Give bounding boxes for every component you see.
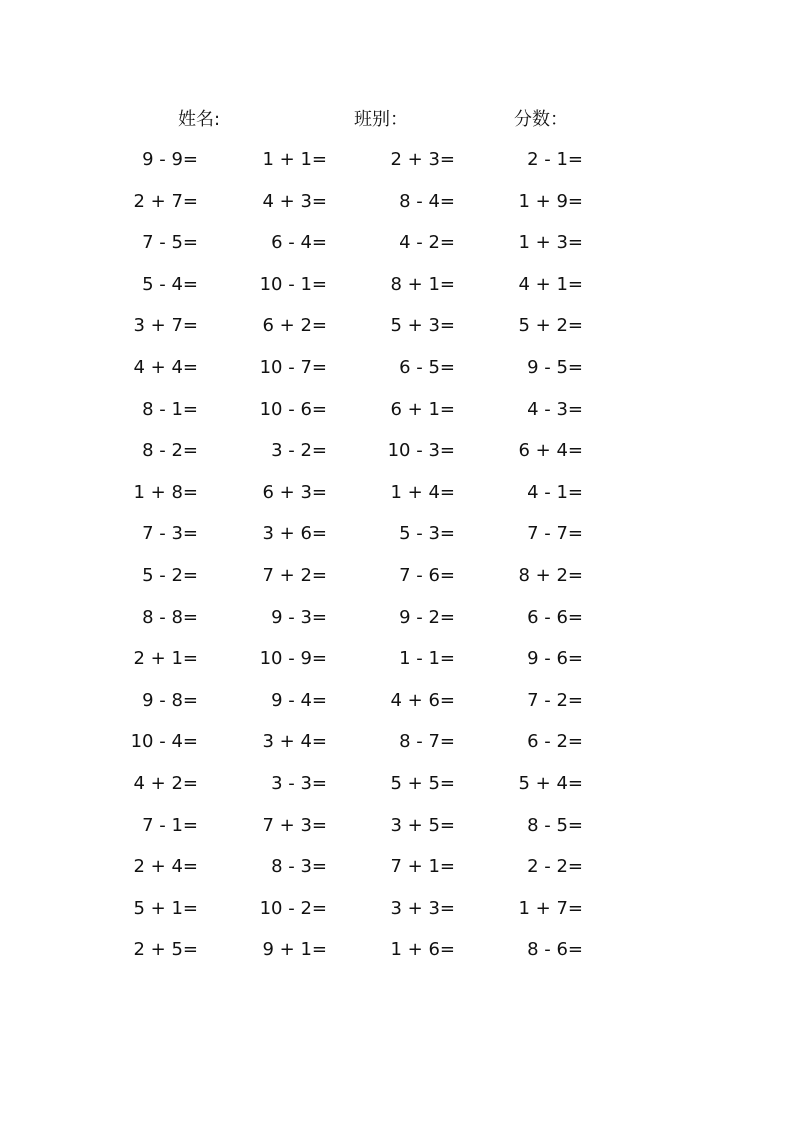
math-problem: 9 - 8=	[142, 689, 198, 711]
math-problem: 10 - 3=	[387, 440, 455, 462]
math-problem: 5 + 1=	[133, 897, 198, 919]
math-problem: 1 + 4=	[390, 481, 455, 503]
math-problem: 8 + 2=	[518, 564, 583, 586]
math-problem: 10 - 2=	[259, 897, 327, 919]
problem-row	[0, 728, 794, 770]
math-problem: 3 - 3=	[271, 772, 327, 794]
math-problem: 5 + 2=	[518, 315, 583, 337]
math-problem: 4 - 2=	[399, 232, 455, 254]
math-problem: 10 - 4=	[130, 731, 198, 753]
math-problem: 4 + 2=	[133, 772, 198, 794]
math-problem: 1 + 3=	[518, 232, 583, 254]
math-problem: 5 + 3=	[390, 315, 455, 337]
math-problem: 7 - 5=	[142, 232, 198, 254]
math-problem: 2 - 2=	[527, 856, 583, 878]
math-problem: 1 + 8=	[133, 481, 198, 503]
problem-row	[0, 229, 794, 271]
math-problem: 9 - 2=	[399, 606, 455, 628]
math-problem: 8 - 5=	[527, 814, 583, 836]
math-problem: 4 + 1=	[518, 273, 583, 295]
math-problem: 9 - 3=	[271, 606, 327, 628]
problem-row	[0, 146, 794, 188]
problem-row	[0, 520, 794, 562]
math-problem: 8 - 6=	[527, 939, 583, 961]
problem-row	[0, 687, 794, 729]
math-problem: 3 + 4=	[262, 731, 327, 753]
math-problem: 4 - 3=	[527, 398, 583, 420]
math-problem: 8 - 8=	[142, 606, 198, 628]
problem-row	[0, 437, 794, 479]
math-problem: 6 + 2=	[262, 315, 327, 337]
math-problem: 2 + 4=	[133, 856, 198, 878]
problem-row	[0, 271, 794, 313]
math-problem: 6 + 1=	[390, 398, 455, 420]
math-problem: 3 + 7=	[133, 315, 198, 337]
math-problem: 5 - 4=	[142, 273, 198, 295]
math-problem: 5 + 5=	[390, 772, 455, 794]
math-problem: 7 - 7=	[527, 523, 583, 545]
math-problem: 4 + 4=	[133, 356, 198, 378]
problem-row	[0, 604, 794, 646]
math-problem: 2 + 3=	[390, 149, 455, 170]
math-problem: 9 - 9=	[142, 149, 198, 170]
math-problem: 2 + 5=	[133, 939, 198, 961]
math-problem: 2 + 7=	[133, 190, 198, 212]
problem-row	[0, 812, 794, 854]
math-problem: 7 - 1=	[142, 814, 198, 836]
problem-row	[0, 645, 794, 687]
math-problem: 1 + 9=	[518, 190, 583, 212]
math-problem: 3 + 5=	[390, 814, 455, 836]
math-problem: 8 - 1=	[142, 398, 198, 420]
math-problem: 6 + 4=	[518, 440, 583, 462]
math-problem: 1 - 1=	[399, 648, 455, 670]
math-problem: 9 + 1=	[262, 939, 327, 961]
math-problem: 7 + 3=	[262, 814, 327, 836]
problem-row	[0, 312, 794, 354]
math-problem: 2 - 1=	[527, 149, 583, 170]
name-label: 姓名:	[178, 109, 221, 130]
math-problem: 8 - 7=	[399, 731, 455, 753]
problem-row	[0, 770, 794, 812]
math-problem: 9 - 6=	[527, 648, 583, 670]
math-problem: 8 - 3=	[271, 856, 327, 878]
math-problem: 6 - 5=	[399, 356, 455, 378]
math-problem: 7 - 2=	[527, 689, 583, 711]
math-problem: 10 - 9=	[259, 648, 327, 670]
math-problem: 9 - 5=	[527, 356, 583, 378]
math-problem: 10 - 6=	[259, 398, 327, 420]
math-problem: 8 + 1=	[390, 273, 455, 295]
math-problem: 2 + 1=	[133, 648, 198, 670]
problem-row	[0, 354, 794, 396]
math-problem: 7 + 2=	[262, 564, 327, 586]
math-problem: 5 + 4=	[518, 772, 583, 794]
math-problem: 9 - 4=	[271, 689, 327, 711]
math-problem: 4 - 1=	[527, 481, 583, 503]
problem-grid	[0, 146, 794, 978]
math-problem: 4 + 6=	[390, 689, 455, 711]
math-problem: 6 - 4=	[271, 232, 327, 254]
math-problem: 6 - 6=	[527, 606, 583, 628]
problem-row	[0, 396, 794, 438]
math-problem: 6 + 3=	[262, 481, 327, 503]
problem-row	[0, 853, 794, 895]
math-problem: 8 - 4=	[399, 190, 455, 212]
math-problem: 1 + 7=	[518, 897, 583, 919]
math-problem: 10 - 7=	[259, 356, 327, 378]
math-problem: 4 + 3=	[262, 190, 327, 212]
problem-row	[0, 936, 794, 978]
problem-row	[0, 479, 794, 521]
math-problem: 8 - 2=	[142, 440, 198, 462]
math-problem: 10 - 1=	[259, 273, 327, 295]
math-problem: 3 + 6=	[262, 523, 327, 545]
worksheet-header	[0, 106, 794, 134]
math-problem: 3 + 3=	[390, 897, 455, 919]
math-problem: 1 + 1=	[262, 149, 327, 170]
math-problem: 6 - 2=	[527, 731, 583, 753]
math-problem: 7 + 1=	[390, 856, 455, 878]
problem-row	[0, 562, 794, 604]
problem-row	[0, 188, 794, 230]
math-problem: 1 + 6=	[390, 939, 455, 961]
problem-row	[0, 895, 794, 937]
math-problem: 5 - 3=	[399, 523, 455, 545]
class-label: 班别：	[354, 109, 408, 130]
math-problem: 7 - 6=	[399, 564, 455, 586]
math-problem: 3 - 2=	[271, 440, 327, 462]
math-problem: 5 - 2=	[142, 564, 198, 586]
math-problem: 7 - 3=	[142, 523, 198, 545]
score-label: 分数：	[514, 109, 568, 130]
